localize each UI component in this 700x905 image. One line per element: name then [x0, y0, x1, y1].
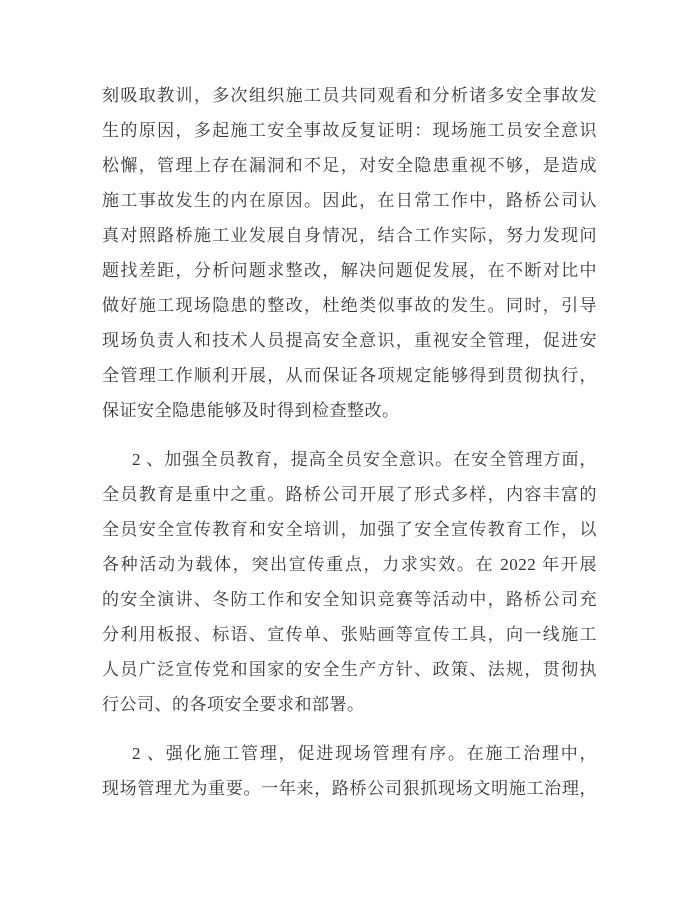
- text-line: 人员广泛宣传党和国家的安全生产方针、政策、法规，贯彻执: [102, 660, 597, 679]
- text-line: 松懈，管理上存在漏洞和不足，对安全隐患重视不够，是造成: [102, 156, 597, 175]
- paragraph-2: [102, 442, 597, 722]
- text-line: 现场管理尤为重要。一年来，路桥公司狠抓现场文明施工治理，: [102, 779, 597, 798]
- text-line: 分利用板报、标语、宣传单、张贴画等宣传工具，向一线施工: [102, 625, 597, 644]
- text-line: 的安全演讲、冬防工作和安全知识竞赛等活动中，路桥公司充: [102, 590, 597, 609]
- text-line: 全管理工作顺利开展，从而保证各项规定能够得到贯彻执行，: [102, 366, 597, 385]
- text-line: 题找差距，分析问题求整改，解决问题促发展，在不断对比中: [102, 261, 597, 280]
- document-text: [102, 78, 597, 820]
- text-line: 2 、强化施工管理，促进现场管理有序。在施工治理中，: [132, 744, 597, 763]
- paragraph-1: [102, 78, 597, 428]
- text-line: 保证安全隐患能够及时得到检查整改。: [102, 401, 400, 420]
- text-line: 刻吸取教训，多次组织施工员共同观看和分析诸多安全事故发: [102, 86, 597, 105]
- text-line: 真对照路桥施工业发展自身情况，结合工作实际，努力发现问: [102, 226, 597, 245]
- text-line: 行公司、的各项安全要求和部署。: [102, 695, 365, 714]
- text-line: 2 、加强全员教育，提高全员安全意识。在安全管理方面，: [132, 450, 597, 469]
- text-line: 各种活动为载体，突出宣传重点，力求实效。在 2022 年开展: [102, 555, 597, 574]
- text-line: 全员教育是重中之重。路桥公司开展了形式多样，内容丰富的: [102, 485, 597, 504]
- text-line: 全员安全宣传教育和安全培训，加强了安全宣传教育工作，以: [102, 520, 597, 539]
- text-line: 生的原因，多起施工安全事故反复证明：现场施工员安全意识: [102, 121, 597, 140]
- text-line: 做好施工现场隐患的整改，杜绝类似事故的发生。同时，引导: [102, 296, 597, 315]
- text-line: 施工事故发生的内在原因。因此，在日常工作中，路桥公司认: [102, 191, 597, 210]
- text-line: 现场负责人和技术人员提高安全意识，重视安全管理，促进安: [102, 331, 597, 350]
- paragraph-3: [102, 736, 597, 806]
